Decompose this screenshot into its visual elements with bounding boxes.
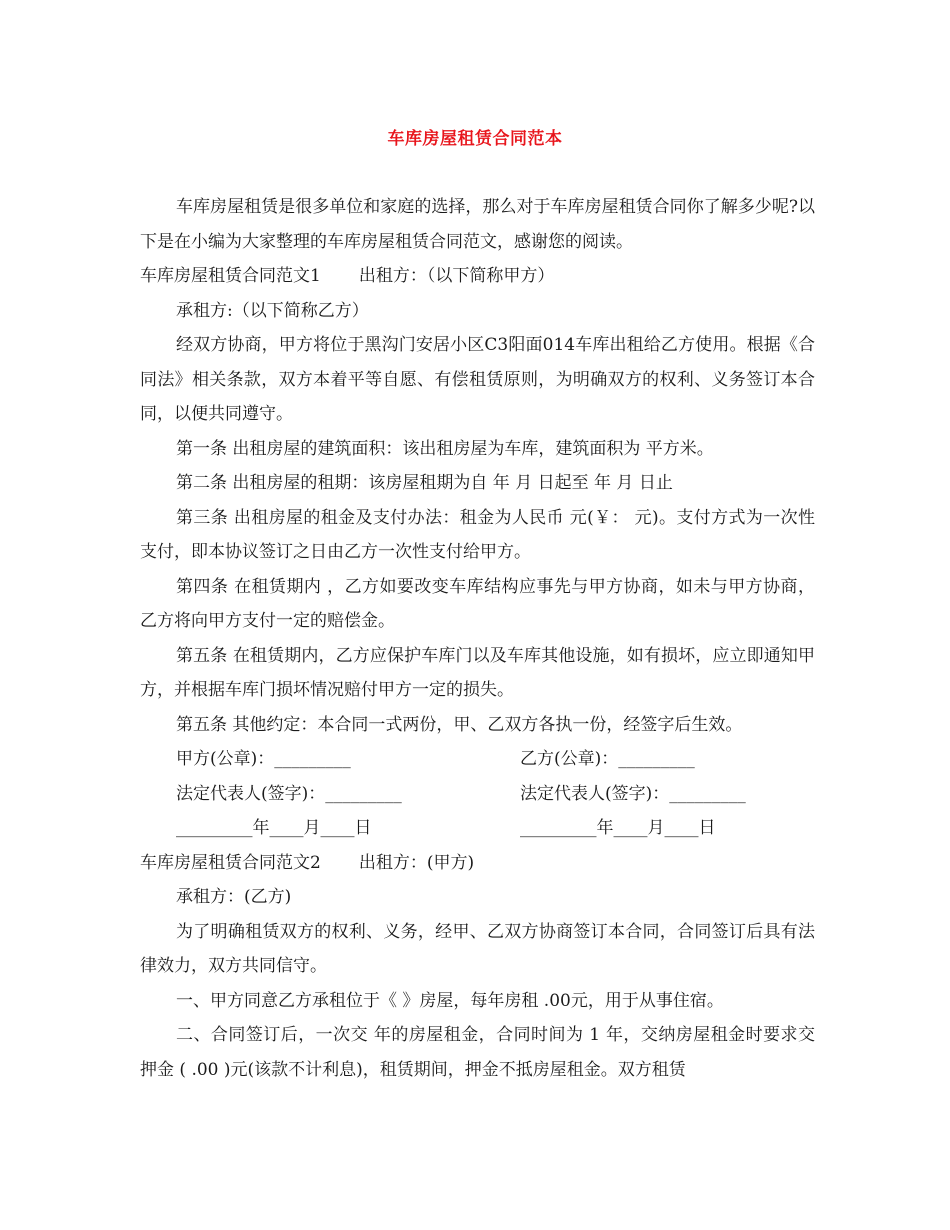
- party-b-seal: 乙方(公章)：_________: [520, 749, 695, 769]
- party-a-seal: 甲方(公章)：_________: [176, 749, 351, 769]
- sample2-heading: 车库房屋租赁合同范文2: [140, 852, 321, 873]
- sample1-article-5: 第五条 在租赁期内，乙方应保护车库门以及车库其他设施，如有损坏，应立即通知甲方，并根据车库门损坏情况赔付甲方一定的损失。: [140, 645, 815, 700]
- party-a-date: _________年____月____日: [176, 818, 372, 838]
- sample2-lessee: 承租方：(乙方): [176, 887, 292, 907]
- party-a-representative: 法定代表人(签字)：_________: [176, 783, 402, 804]
- party-b-date: _________年____月____日: [520, 818, 716, 838]
- document-title: 车库房屋租赁合同范本: [387, 129, 563, 149]
- sample2-clause-2: 二、合同签订后，一次交 年的房屋租金，合同时间为 1 年，交纳房屋租金时要求交押金 ( .00 )元(该款不计利息)，租赁期间，押金不抵房屋租金。双方租赁: [140, 1025, 815, 1080]
- sample1-article-4: 第四条 在租赁期内 ，乙方如要改变车库结构应事先与甲方协商，如未与甲方协商，乙方将向甲方支付一定的赔偿金。: [140, 576, 815, 631]
- signature-rep-row: [140, 777, 815, 812]
- sample1-lessee: 承租方:（以下简称乙方）: [176, 300, 369, 321]
- sample1-lessor: 出租方：（以下简称甲方）: [358, 266, 555, 286]
- intro-paragraph: 车库房屋租赁是很多单位和家庭的选择，那么对于车库房屋租赁合同你了解多少呢?以下是在小编为大家整理的车库房屋租赁合同范文，感谢您的阅读。: [140, 197, 815, 252]
- sample1-heading-row: [140, 259, 815, 294]
- sample2-paragraph: 为了明确租赁双方的权利、义务，经甲、乙双方协商签订本合同，合同签订后具有法律效力，双方共同信守。: [140, 921, 815, 976]
- sample1-article-3: 第三条 出租房屋的租金及支付办法：租金为人民币 元(￥： 元)。支付方式为一次性支付，即本协议签订之日由乙方一次性支付给甲方。: [140, 507, 815, 562]
- party-b-representative: 法定代表人(签字)：_________: [520, 783, 746, 804]
- document-body: [140, 190, 815, 1087]
- sample2-clause-1: 一、甲方同意乙方承租位于《 》房屋，每年房租 .00元，用于从事住宿。: [176, 990, 724, 1011]
- sample1-article-1: 第一条 出租房屋的建筑面积：该出租房屋为车库，建筑面积为 平方米。: [176, 438, 714, 459]
- sample1-article-6: 第五条 其他约定：本合同一式两份，甲、乙双方各执一份，经签字后生效。: [176, 714, 743, 735]
- sample2-lessor: 出租方：(甲方): [358, 852, 475, 873]
- signature-seal-row: [140, 742, 815, 777]
- sample1-article-2: 第二条 出租房屋的租期：该房屋租期为自 年 月 日起至 年 月 日止: [176, 473, 673, 493]
- sample1-paragraph: 经双方协商，甲方将位于黑沟门安居小区C3阳面014车库出租给乙方使用。根据《合同法》相关条款，双方本着平等自愿、有偿租赁原则，为明确双方的权利、义务签订本合同，以便共同遵守。: [140, 335, 815, 424]
- sample2-heading-row: [140, 846, 815, 881]
- sample1-heading: 车库房屋租赁合同范文1: [140, 266, 321, 286]
- signature-date-row: [140, 811, 815, 846]
